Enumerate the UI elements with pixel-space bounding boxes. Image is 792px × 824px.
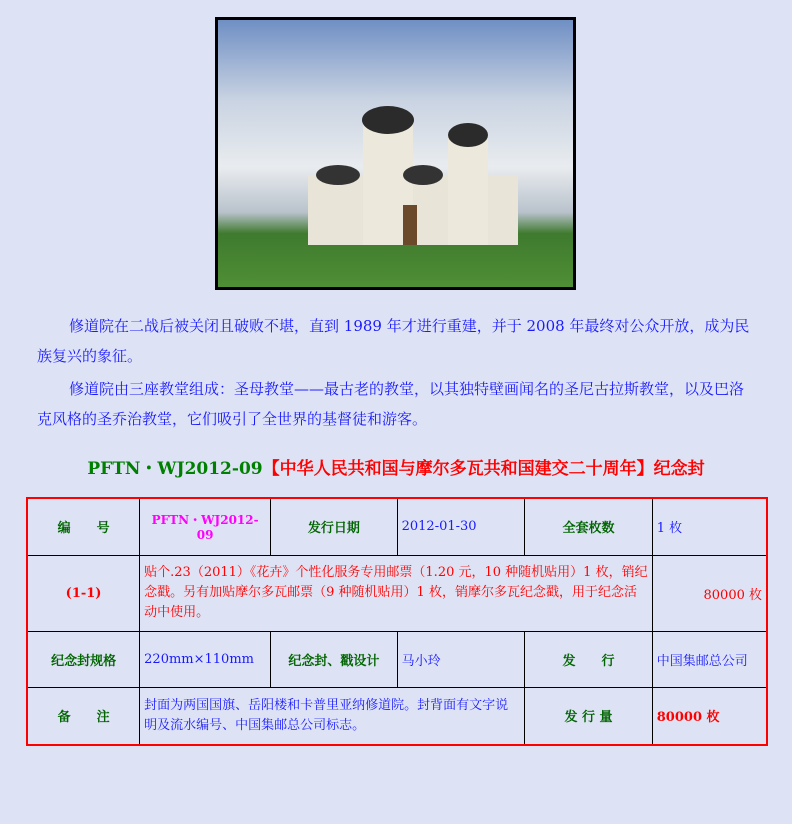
paragraph-1: 修道院在二战后被关闭且破败不堪，直到 1989 年才进行重建，并于 2008 年最终对公众开放，成为民族复兴的象征。 <box>37 317 750 365</box>
value-issuer: 中国集邮总公司 <box>652 631 767 687</box>
table-row <box>27 555 767 631</box>
label-designer: 纪念封、戳设计 <box>271 631 398 687</box>
label-issuer: 发 行 <box>525 631 653 687</box>
table-row <box>27 498 767 555</box>
church-photo <box>215 17 576 290</box>
label-remarks: 备 注 <box>27 687 140 745</box>
cover-code: PFTN・WJ2012-09 <box>87 459 263 479</box>
value-spec: 220mm×110mm <box>140 631 271 687</box>
table-row <box>27 631 767 687</box>
cover-name: 【中华人民共和国与摩尔多瓦共和国建交二十周年】纪念封 <box>262 459 705 479</box>
value-designer: 马小玲 <box>397 631 525 687</box>
label-number: 编 号 <box>27 498 140 555</box>
paragraph-2: 修道院由三座教堂组成：圣母教堂——最古老的教堂，以其独特壁画闻名的圣尼古拉斯教堂，以及巴洛克风格的圣乔治教堂，它们吸引了全世界的基督徒和游客。 <box>37 380 745 428</box>
value-quantity: 80000 枚 <box>652 687 767 745</box>
label-item: (1-1) <box>27 555 140 631</box>
value-number: PFTN・WJ2012-09 <box>140 498 271 555</box>
label-spec: 纪念封规格 <box>27 631 140 687</box>
value-item-qty: 80000 枚 <box>652 555 767 631</box>
table-row <box>27 687 767 745</box>
cover-title <box>0 454 792 479</box>
cover-info-table <box>26 497 768 746</box>
label-issue-date: 发行日期 <box>271 498 398 555</box>
value-description: 贴个.23（2011）《花卉》个性化服务专用邮票（1.20 元，10 种随机贴用）1 枚，销纪念戳。另有加贴摩尔多瓦邮票（9 种随机贴用）1 枚，销摩尔多瓦纪念戳，用于纪念活动中使用。 <box>140 555 653 631</box>
church-illustration <box>308 80 518 250</box>
label-set-count: 全套枚数 <box>525 498 653 555</box>
value-remarks: 封面为两国国旗、岳阳楼和卡普里亚纳修道院。封背面有文字说明及流水编号、中国集邮总公司标志。 <box>140 687 525 745</box>
value-set-count: 1 枚 <box>652 498 767 555</box>
value-issue-date: 2012-01-30 <box>397 498 525 555</box>
label-quantity: 发 行 量 <box>525 687 653 745</box>
